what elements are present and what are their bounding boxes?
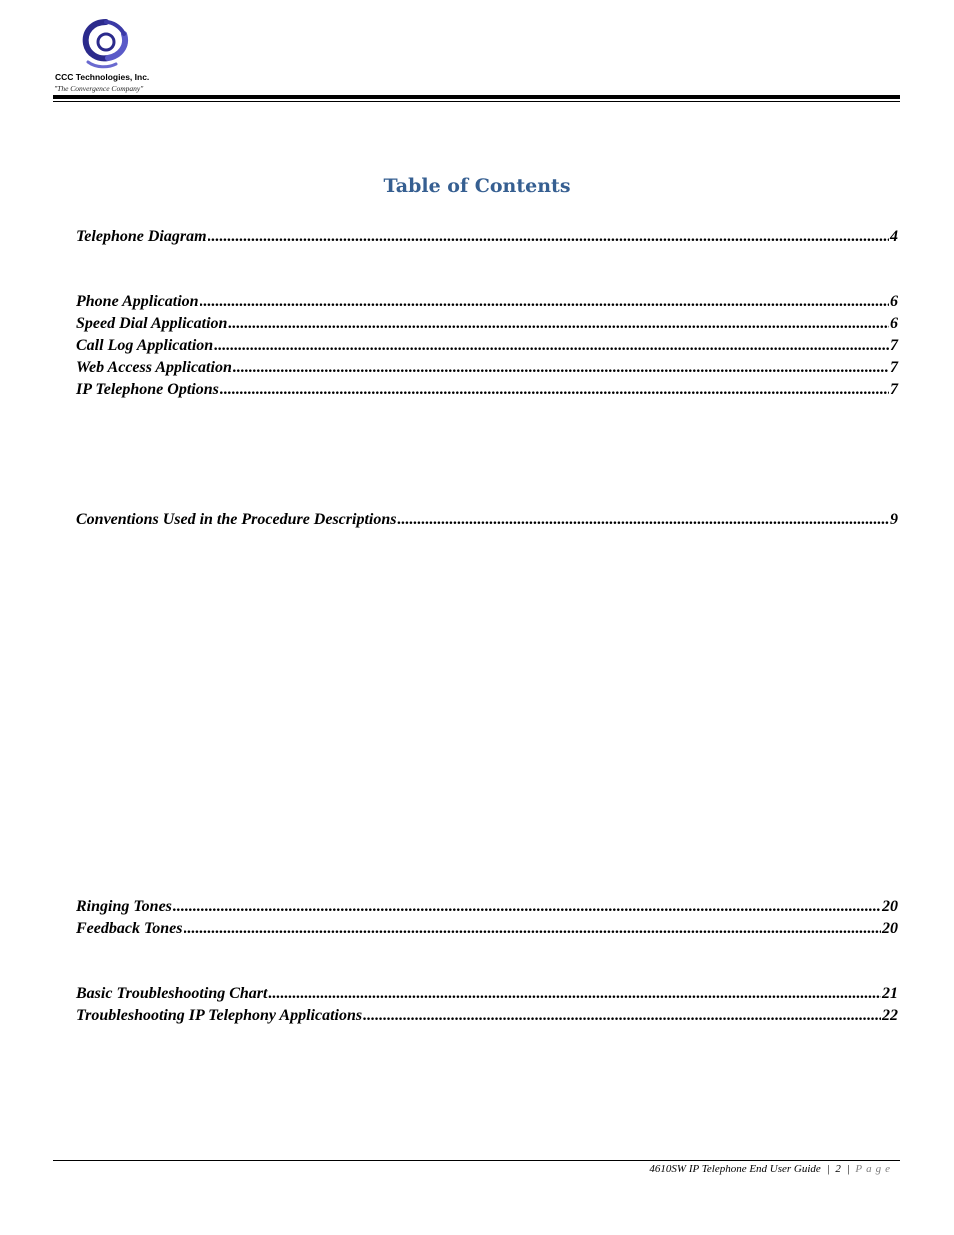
toc-entry-label: Speed Dial Application <box>76 315 228 332</box>
toc-entry-speed-dial-application[interactable] <box>76 313 898 335</box>
toc-leader-dots <box>200 291 889 313</box>
toc-entry-page: 21 <box>882 985 898 1002</box>
toc-entry-label: Conventions Used in the Procedure Descriptions <box>76 511 397 528</box>
footer-page-number: 2 <box>835 1163 841 1175</box>
toc-entry-page: 6 <box>890 293 898 310</box>
footer-page-word: Page <box>855 1163 894 1175</box>
company-logo <box>52 18 162 96</box>
toc-entry-phone-application[interactable] <box>76 291 898 313</box>
toc-entry-page: 20 <box>882 898 898 915</box>
footer-doc-title: 4610SW IP Telephone End User Guide <box>649 1163 821 1175</box>
header-rule-thin <box>53 101 900 102</box>
toc-entry-troubleshooting-ip-telephony[interactable] <box>76 1005 898 1027</box>
toc-entry-feedback-tones[interactable] <box>76 918 898 940</box>
toc-entry-label: Feedback Tones <box>76 920 183 937</box>
toc-entry-page: 7 <box>890 359 898 376</box>
toc-leader-dots <box>397 509 889 531</box>
toc-leader-dots <box>268 983 881 1005</box>
toc-entry-conventions[interactable] <box>76 509 898 531</box>
toc-entry-page: 20 <box>882 920 898 937</box>
ccc-swirl-logo-icon <box>78 18 134 70</box>
page-footer <box>649 1163 894 1175</box>
toc-entry-page: 7 <box>890 381 898 398</box>
toc-entry-page: 6 <box>890 315 898 332</box>
toc-entry-page: 4 <box>890 228 898 245</box>
toc-entry-page: 22 <box>882 1007 898 1024</box>
toc-leader-dots <box>208 226 889 248</box>
toc-leader-dots <box>363 1005 881 1027</box>
toc-leader-dots <box>173 896 881 918</box>
toc-entry-label: Troubleshooting IP Telephony Applications <box>76 1007 363 1024</box>
toc-entry-label: Phone Application <box>76 293 199 310</box>
toc-entry-call-log-application[interactable] <box>76 335 898 357</box>
toc-entry-ip-telephone-options[interactable] <box>76 379 898 401</box>
toc-entry-ringing-tones[interactable] <box>76 896 898 918</box>
toc-entry-page: 9 <box>890 511 898 528</box>
toc-entry-label: Web Access Application <box>76 359 232 376</box>
toc-entry-page: 7 <box>890 337 898 354</box>
toc-entry-telephone-diagram[interactable] <box>76 226 898 248</box>
company-tagline: "The Convergence Company" <box>54 84 144 93</box>
toc-entry-label: Telephone Diagram <box>76 228 207 245</box>
footer-rule <box>53 1160 900 1161</box>
toc-leader-dots <box>214 335 889 357</box>
toc-entry-label: IP Telephone Options <box>76 381 219 398</box>
toc-entry-label: Basic Troubleshooting Chart <box>76 985 268 1002</box>
toc-leader-dots <box>228 313 889 335</box>
toc-title: Table of Contents <box>383 175 571 197</box>
toc-entry-basic-troubleshooting-chart[interactable] <box>76 983 898 1005</box>
toc-leader-dots <box>233 357 889 379</box>
toc-leader-dots <box>184 918 881 940</box>
footer-separator: | <box>826 1163 830 1175</box>
header-rule <box>53 95 900 99</box>
toc-entry-label: Call Log Application <box>76 337 214 354</box>
toc-entry-label: Ringing Tones <box>76 898 172 915</box>
company-name: CCC Technologies, Inc. <box>55 72 150 82</box>
toc-leader-dots <box>220 379 889 401</box>
toc-entry-web-access-application[interactable] <box>76 357 898 379</box>
footer-separator: | <box>846 1163 850 1175</box>
